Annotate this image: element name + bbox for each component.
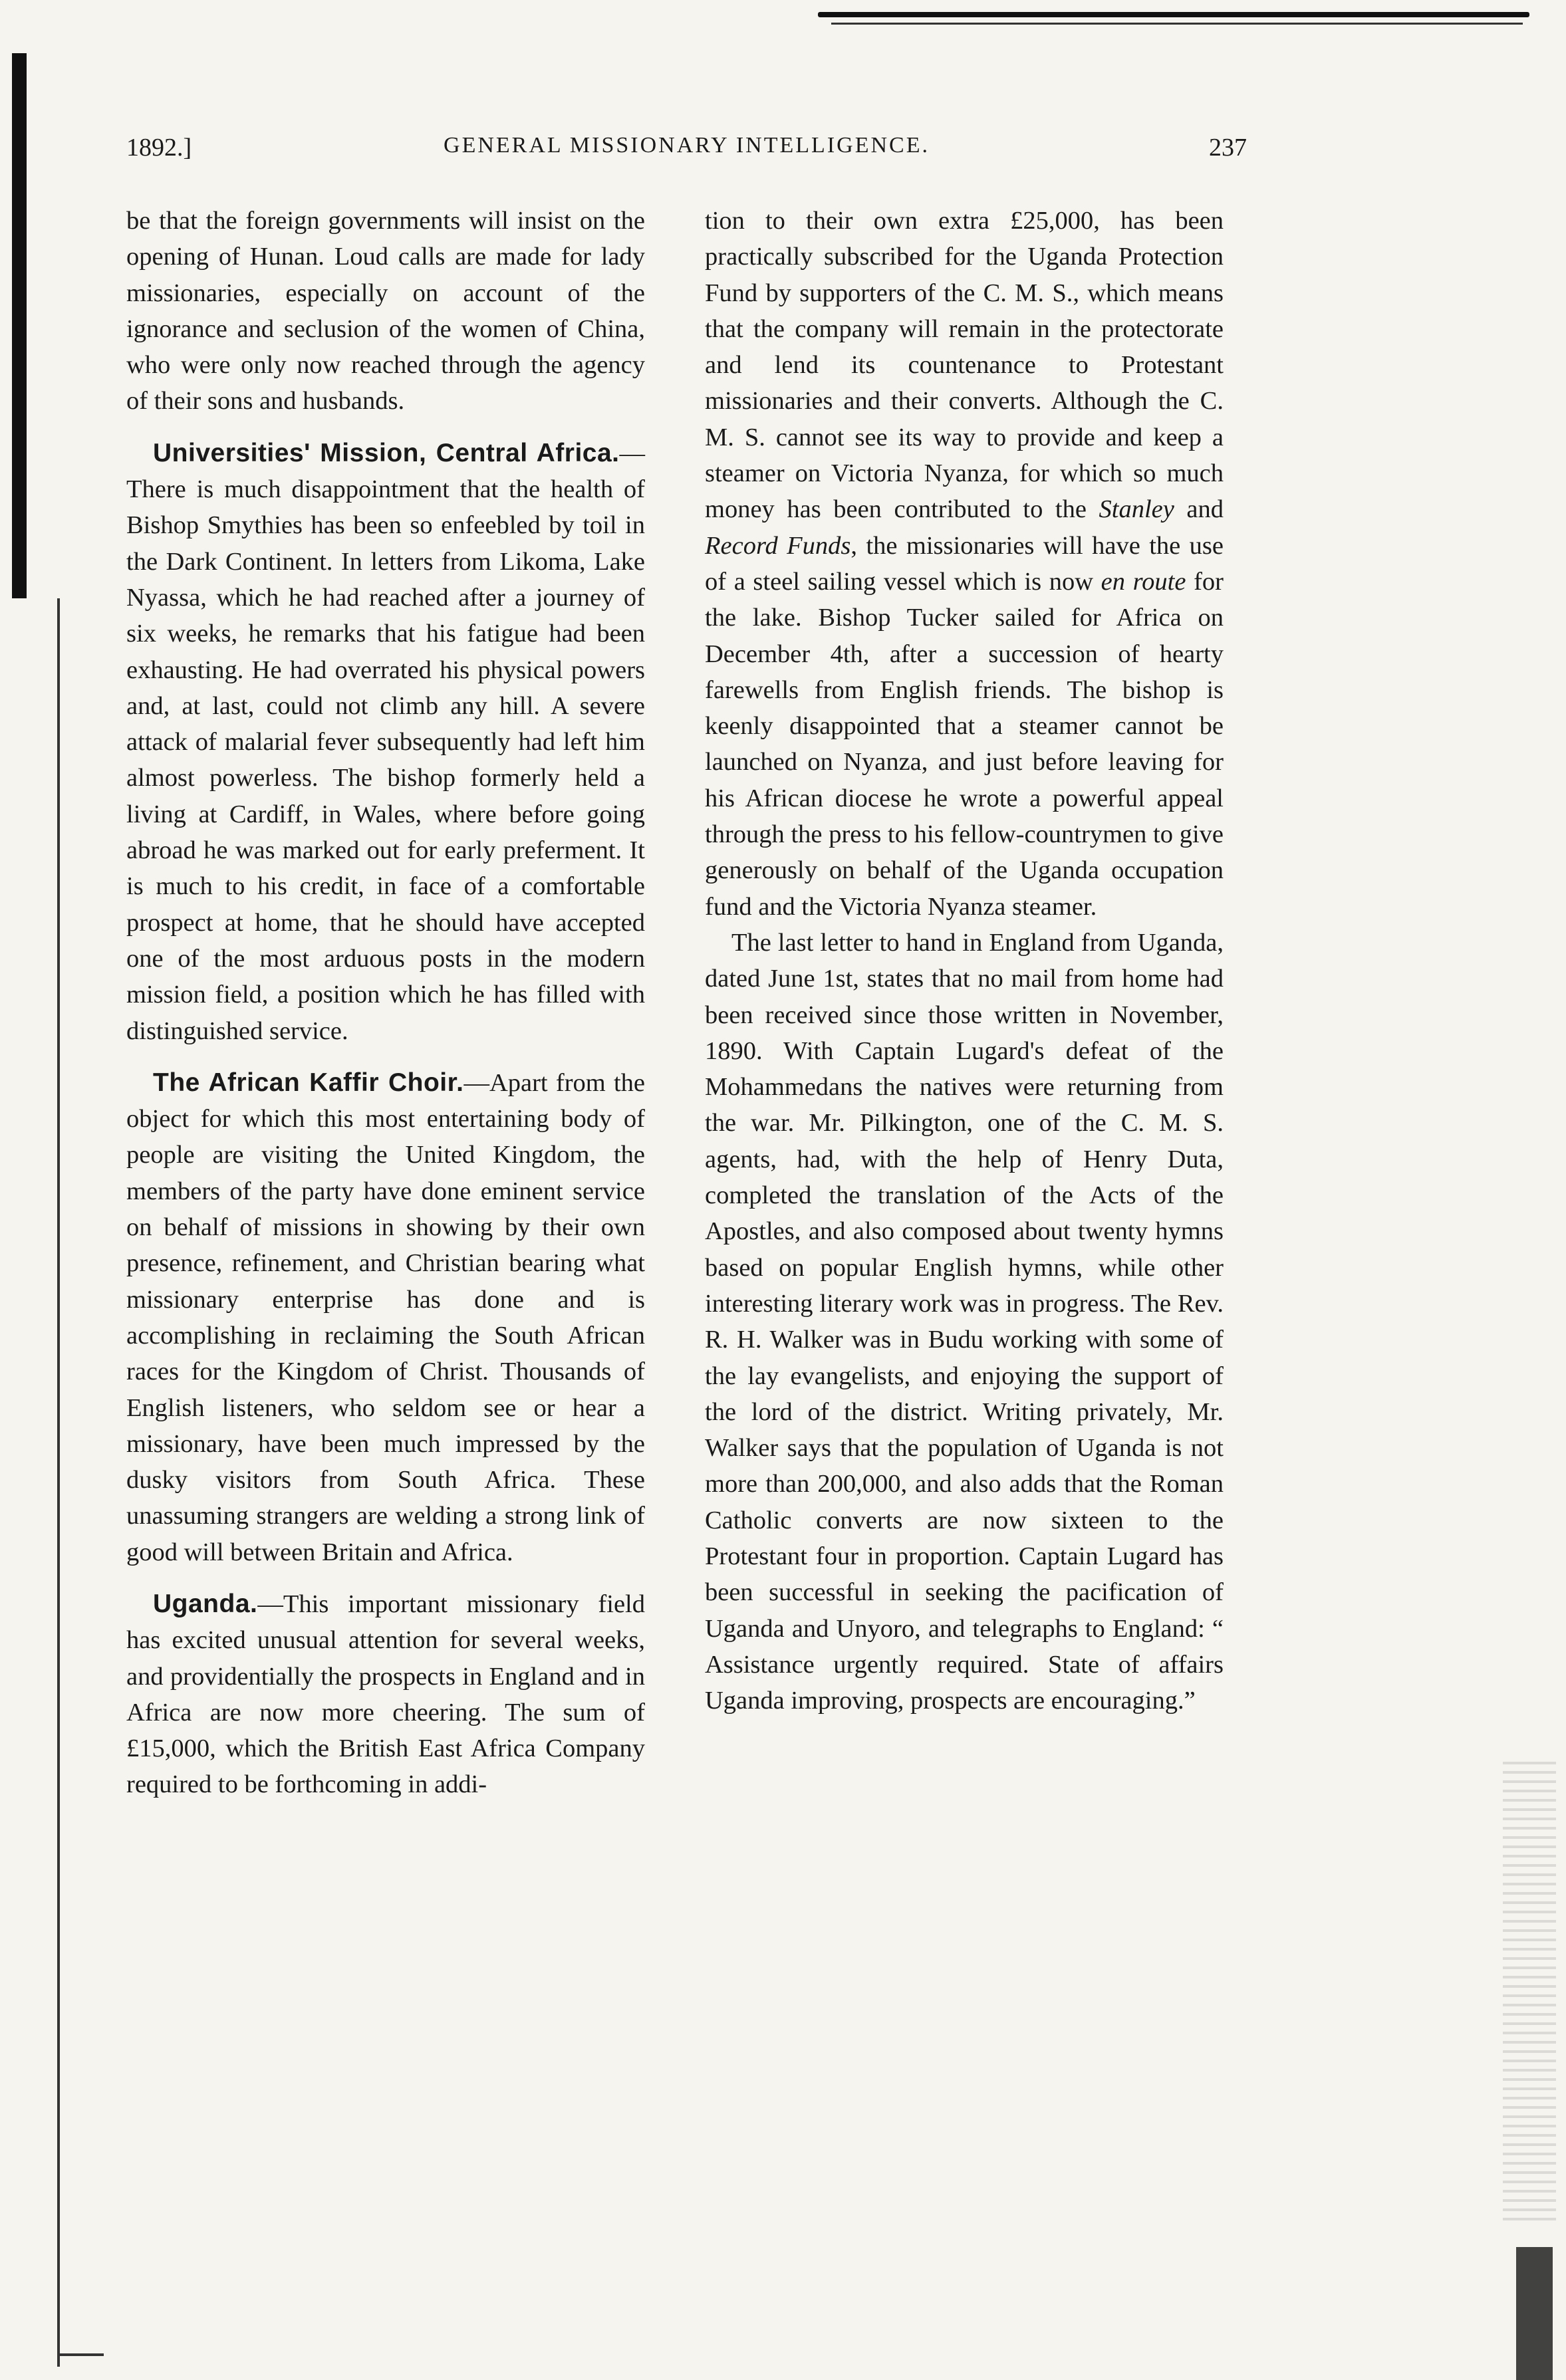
section-heading: Universities' Mission, Central Africa.	[153, 438, 620, 467]
section-kaffir-choir	[126, 1065, 645, 1570]
text-run: , the missionaries will have the use of a steel sailing vessel which is now	[705, 531, 1224, 596]
paragraph-hunan: be that the foreign governments will insist on the opening of Hunan. Loud calls are made for lady missionaries, especially on account of the ignorance and seclusion of the women of China, who were only now reached through the agency of their sons and husbands.	[126, 207, 645, 416]
section-heading: The African Kaffir Choir.	[153, 1068, 464, 1097]
italic-stanley: Stanley	[1099, 495, 1174, 524]
section-uganda	[126, 1586, 645, 1803]
section-body: —This important missionary field has excited unusual attention for several weeks, and providentially the prospects in England and in Africa are now more cheering. The sum of £15,000, which the British East Africa Company required to be forthcoming in addi-	[126, 1590, 645, 1799]
scan-artifact-top	[818, 12, 1529, 17]
section-heading: Uganda.	[153, 1589, 258, 1618]
scan-artifact-top-thin	[831, 23, 1523, 25]
paragraph-last-letter: The last letter to hand in England from Uganda, dated June 1st, states that no mail from home had been received since those written in November, 1890. With Captain Lugard's defeat of the Mohammedans the natives were returning from the war. Mr. Pilkington, one of the C. M. S. agents, had, with the help of Henry Duta, completed the translation of the Acts of the Apostles, and also composed about twenty hymns based on popular English hymns, while other interesting literary work was in progress. The Rev. R. H. Walker was in Budu working with some of the lay evangelists, and enjoying the support of the lord of the district. Writing privately, Mr. Walker says that the population of Uganda is not more than 200,000, and also adds that the Roman Catholic converts are now sixteen to the Protestant four in proportion. Captain Lugard has been successful in seeking the pacification of Uganda and Unyoro, and telegraphs to England: “ Assistance urgently required. State of affairs Uganda improving, prospects are encouraging.”	[705, 928, 1224, 1715]
running-header	[126, 133, 1247, 173]
right-column	[705, 203, 1224, 1719]
italic-en-route: en route	[1101, 567, 1186, 596]
text-run: for the lake. Bishop Tucker sailed for Africa on December 4th, after a succession of hearty farewells from English friends. The bishop is keenly disappointed that a steamer cannot be launched on Nyanza, and just before leaving for his African diocese he wrote a powerful appeal through the press to his fellow-countrymen to give generously on behalf of the Uganda occupation fund and the Victoria Nyanza steamer.	[705, 567, 1224, 921]
header-year: 1892.]	[126, 134, 192, 162]
scan-artifact-right-speckle	[1503, 1755, 1556, 2220]
text-run: and	[1174, 495, 1224, 524]
page-number: 237	[1209, 134, 1247, 162]
header-title: GENERAL MISSIONARY INTELLIGENCE.	[444, 133, 930, 158]
section-body: —Apart from the object for which this most entertaining body of people are visiting the United Kingdom, the members of the party have done eminent service on behalf of missions in showing by their own presence, refinement, and Christian bearing what missionary enterprise has done and is accomplishing in reclaiming the South African races for the Kingdom of Christ. Thousands of English listeners, who seldom see or hear a missionary, have been much impressed by the dusky visitors from South Africa. These unassuming strangers are welding a strong link of good will between Britain and Africa.	[126, 1068, 645, 1566]
left-column	[126, 203, 645, 1803]
section-universities-mission	[126, 435, 645, 1049]
section-body: —There is much disappointment that the health of Bishop Smythies has been so enfeebled by toil in the Dark Continent. In letters from Likoma, Lake Nyassa, which he had reached after a journey of six weeks, he remarks that his fatigue had been exhausting. He had overrated his physical powers and, at last, could not climb any hill. A severe attack of malarial fever subsequently had left him almost powerless. The bishop formerly held a living at Cardiff, in Wales, where before going abroad he was marked out for early preferment. It is much to his credit, in face of a comfortable prospect at home, that he should have accepted one of the most arduous posts in the modern mission field, a position which he has filled with distinguished service.	[126, 439, 645, 1045]
scan-artifact-left-corner	[57, 2353, 104, 2356]
paragraph-uganda-continued	[705, 203, 1224, 925]
text-run: tion to their own extra £25,000, has been practically subscribed for the Uganda Protection Fund by supporters of the C. M. S., which means that the company will remain in the protectorate and lend its countenance to Protestant missionaries and their converts. Although the C. M. S. cannot see its way to provide and keep a steamer on Victoria Nyanza, for which so much money has been contributed to the	[705, 207, 1224, 524]
scan-artifact-left-margin-line	[57, 598, 60, 2367]
scan-artifact-right-bottom	[1516, 2247, 1553, 2380]
italic-record-funds: Record Funds	[705, 531, 851, 560]
scan-artifact-left-bar	[12, 53, 27, 598]
